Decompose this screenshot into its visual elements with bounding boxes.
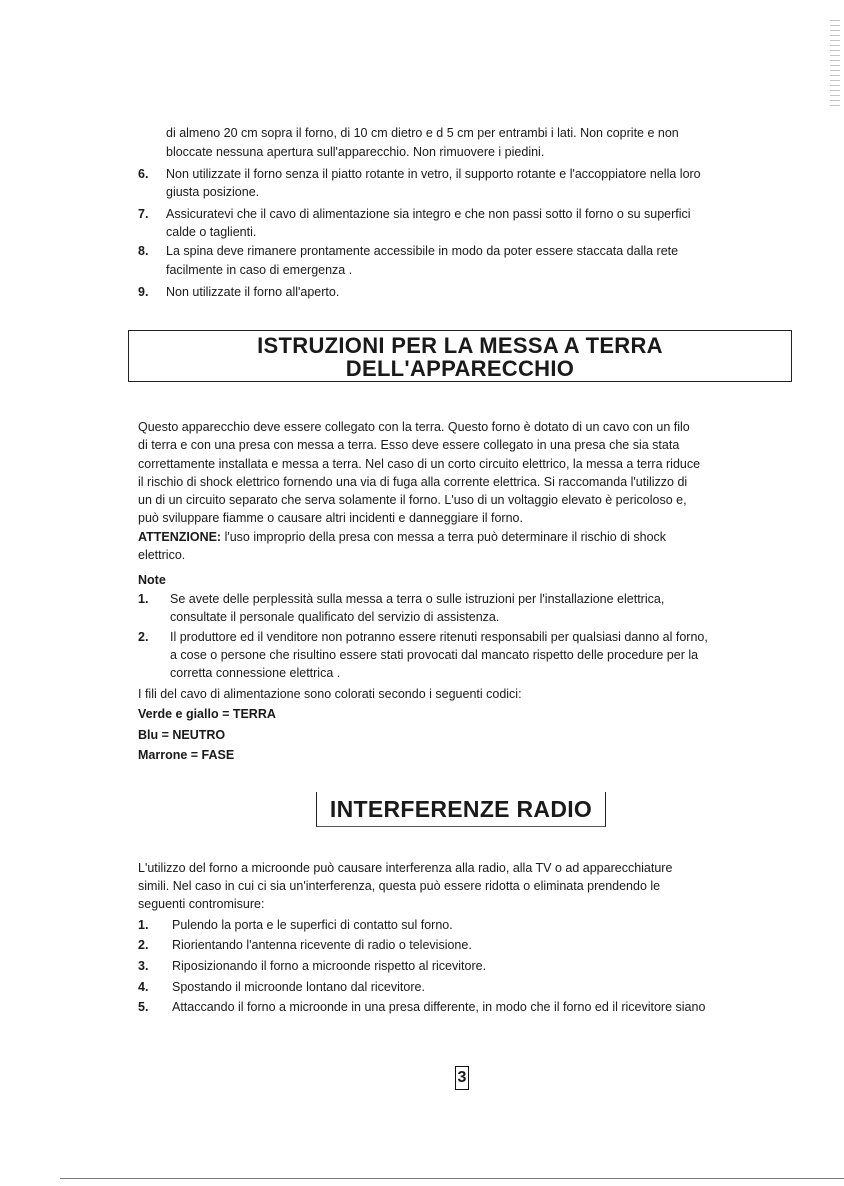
step-text: Attaccando il forno a microonde in una presa differente, in modo che il forno ed il ricevitore siano	[172, 1000, 706, 1014]
item-text: Non utilizzate il forno all'aperto.	[166, 285, 340, 299]
step-number: 2.	[138, 938, 149, 952]
note-text: a cose o persone che risultino essere stati provocati dal mancato rispetto delle procedure per la	[170, 648, 699, 662]
grounding-paragraph-line: un di un circuito separato che serva solamente il forno. L'uso di un voltaggio elevato è pericoloso e,	[138, 493, 687, 507]
note-label: Note	[138, 573, 166, 587]
grounding-paragraph-line: Questo apparecchio deve essere collegato con la terra. Questo forno è dotato di un cavo con un filo	[138, 420, 690, 434]
wire-code: Marrone = FASE	[138, 748, 235, 762]
item-text: giusta posizione.	[166, 185, 260, 199]
step-text: Spostando il microonde lontano dal ricevitore.	[172, 980, 425, 994]
wires-intro: I fili del cavo di alimentazione sono colorati secondo i seguenti codici:	[138, 687, 522, 701]
grounding-heading-box	[128, 330, 792, 382]
grounding-paragraph-line: di terra e con una presa con messa a terra. Esso deve essere collegato in una presa che sia stata	[138, 438, 680, 452]
item-number: 7.	[138, 207, 149, 221]
note-number: 1.	[138, 592, 149, 606]
warning-line-2: elettrico.	[138, 548, 186, 562]
step-number: 5.	[138, 1000, 149, 1014]
radio-title: INTERFERENZE RADIO	[329, 796, 593, 822]
note-number: 2.	[138, 630, 149, 644]
radio-heading-box	[316, 792, 606, 827]
step-number: 3.	[138, 959, 149, 973]
step-text: Pulendo la porta e le superfici di contatto sul forno.	[172, 918, 453, 932]
note-text: Se avete delle perplessità sulla messa a terra o sulle istruzioni per l'installazione elettrica,	[170, 592, 665, 606]
item-text: facilmente in caso di emergenza .	[166, 263, 353, 277]
note-text: Il produttore ed il venditore non potranno essere ritenuti responsabili per qualsiasi danno al forno,	[170, 630, 708, 644]
wire-code: Verde e giallo = TERRA	[138, 707, 276, 721]
note-text: corretta connessione elettrica .	[170, 666, 341, 680]
item-text: calde o taglienti.	[166, 225, 257, 239]
radio-intro-line: L'utilizzo del forno a microonde può causare interferenza alla radio, alla TV o ad apparecchiature	[138, 861, 673, 875]
step-text: Riposizionando il forno a microonde rispetto al ricevitore.	[172, 959, 487, 973]
item-number: 9.	[138, 285, 149, 299]
grounding-title-line-1: ISTRUZIONI PER LA MESSA A TERRA	[257, 333, 663, 358]
note-text: consultate il personale qualificato del servizio di assistenza.	[170, 610, 500, 624]
scan-edge-artifact	[830, 20, 840, 110]
continued-line-2: bloccate nessuna apertura sull'apparecchio. Non rimuovere i piedini.	[166, 145, 545, 159]
grounding-paragraph-line: il rischio di shock elettrico fornendo una via di fuga alla corrente elettrica. Si raccomanda l'utilizzo di	[138, 475, 688, 489]
scan-bottom-edge	[60, 1178, 844, 1179]
grounding-paragraph-line: correttamente installata e messa a terra. Nel caso di un corto circuito elettrico, la messa a terra riduce	[138, 457, 701, 471]
step-number: 1.	[138, 918, 149, 932]
item-text: Non utilizzate il forno senza il piatto rotante in vetro, il supporto rotante e l'accoppiatore nella loro	[166, 167, 701, 181]
warning-text: l'uso improprio della presa con messa a terra può determinare il rischio di shock	[221, 530, 667, 544]
continued-line-1: di almeno 20 cm sopra il forno, di 10 cm dietro e d 5 cm per entrambi i lati. Non coprite e non	[166, 126, 679, 140]
grounding-title-line-2: DELL'APPARECCHIO	[345, 356, 575, 381]
step-number: 4.	[138, 980, 149, 994]
page-number: 3	[455, 1066, 469, 1090]
item-number: 6.	[138, 167, 149, 181]
item-text: Assicuratevi che il cavo di alimentazione sia integro e che non passi sotto il forno o su superfici	[166, 207, 691, 221]
warning-label: ATTENZIONE:	[138, 530, 222, 544]
item-text: La spina deve rimanere prontamente accessibile in modo da poter essere staccata dalla rete	[166, 244, 679, 258]
item-number: 8.	[138, 244, 149, 258]
warning-line	[138, 528, 666, 546]
radio-intro-line: seguenti contromisure:	[138, 897, 265, 911]
radio-intro-line: simili. Nel caso in cui ci sia un'interferenza, questa può essere ridotta o eliminata prendendo le	[138, 879, 661, 893]
wire-code: Blu = NEUTRO	[138, 728, 226, 742]
grounding-paragraph-line: può sviluppare fiamme o causare altri incidenti e danneggiare il forno.	[138, 511, 523, 525]
step-text: Riorientando l'antenna ricevente di radio o televisione.	[172, 938, 472, 952]
